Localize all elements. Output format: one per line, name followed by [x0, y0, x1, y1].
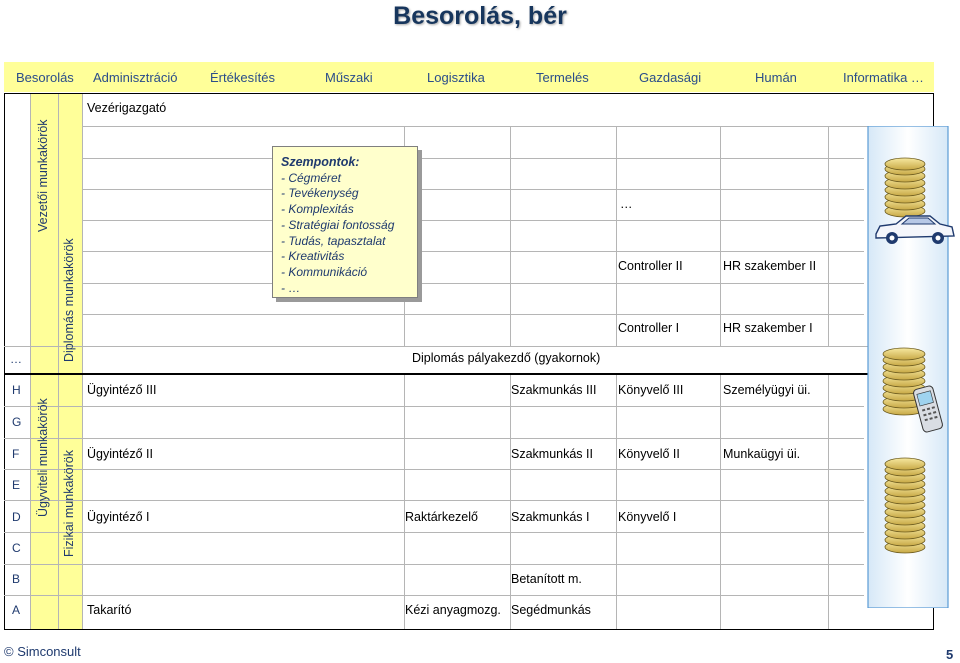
page-title: Besorolás, bér [393, 2, 567, 30]
job-raktarkezelo: Raktárkezelő [405, 510, 478, 524]
category-ertekesites: Értékesítés [210, 70, 276, 85]
job-hr-szakember-1: HR szakember I [723, 321, 813, 335]
job-ugyintezo-1: Ügyintéző I [87, 510, 150, 524]
ugyviteli-munkakorok-label: Ügyviteli munkakörök [36, 398, 50, 517]
grade-f: F [12, 447, 20, 461]
job-controller-2: Controller II [618, 259, 683, 273]
job-hr-szakember-2: HR szakember II [723, 259, 817, 273]
criteria-item: - Kommunikáció [281, 264, 368, 279]
fizikai-munkakorok-label: Fizikai munkakörök [62, 450, 76, 557]
category-muszaki: Műszaki [325, 70, 373, 85]
vezetoi-munkakorok-label: Vezetői munkakörök [36, 119, 50, 232]
job-konyvelo-2: Könyvelő II [618, 447, 680, 461]
grade-ellipsis: … [10, 352, 22, 366]
job-ugyintezo-2: Ügyintéző II [87, 447, 154, 461]
job-controller-1: Controller I [618, 321, 680, 335]
diplomas-munkakorok-label: Diplomás munkakörök [62, 238, 76, 362]
coin-stack-icon [880, 455, 930, 555]
job-takarito: Takarító [87, 603, 132, 617]
criteria-item: - Kreativitás [281, 249, 345, 264]
job-szakmunkas-2: Szakmunkás II [511, 447, 593, 461]
job-ugyintezo-3: Ügyintéző III [87, 383, 157, 397]
page-number: 5 [946, 647, 954, 662]
grade-a: A [12, 603, 21, 617]
category-besorolas: Besorolás [16, 70, 74, 85]
job-konyvelo-1: Könyvelő I [618, 510, 677, 524]
criteria-heading: Szempontok: [281, 155, 360, 169]
job-munkaugyi: Munkaügyi üi. [723, 447, 801, 461]
job-segedmunkas: Segédmunkás [511, 603, 591, 617]
job-szakmunkas-3: Szakmunkás III [511, 383, 597, 397]
category-adminisztracio: Adminisztráció [93, 70, 178, 85]
criteria-item: - Stratégiai fontosság [281, 217, 395, 232]
grade-d: D [12, 510, 21, 524]
job-konyvelo-3: Könyvelő III [618, 383, 684, 397]
job-szemelyugyi: Személyügyi üi. [723, 383, 811, 397]
job-diplomas-palyakezdo: Diplomás pályakezdő (gyakornok) [412, 351, 601, 365]
category-logisztika: Logisztika [427, 70, 485, 85]
category-informatika: Informatika … [843, 70, 924, 85]
grade-g: G [12, 415, 22, 429]
criteria-item: - Cégméret [281, 170, 342, 185]
criteria-item: - Tudás, tapasztalat [281, 233, 386, 248]
criteria-item: - Komplexitás [281, 202, 354, 217]
job-szakmunkas-1: Szakmunkás I [511, 510, 590, 524]
grade-c: C [12, 541, 21, 555]
footer-copyright: © Simconsult [4, 644, 81, 659]
job-vezerigazgato: Vezérigazgató [87, 101, 167, 115]
mobile-phone-icon [912, 383, 944, 435]
grade-h: H [12, 383, 21, 397]
job-kezi-anyagmozgato: Kézi anyagmozg. [405, 603, 501, 617]
job-ellipsis: … [620, 197, 633, 211]
category-human: Humán [755, 70, 797, 85]
criteria-item: - Tevékenység [281, 186, 359, 201]
category-gazdasagi: Gazdasági [639, 70, 702, 85]
criteria-callout [272, 146, 418, 298]
grade-b: B [12, 572, 21, 586]
grade-e: E [12, 478, 21, 492]
job-betanitott: Betanított m. [511, 572, 582, 586]
criteria-item: - … [281, 280, 301, 295]
category-termeles: Termelés [536, 70, 589, 85]
car-icon [872, 210, 956, 246]
